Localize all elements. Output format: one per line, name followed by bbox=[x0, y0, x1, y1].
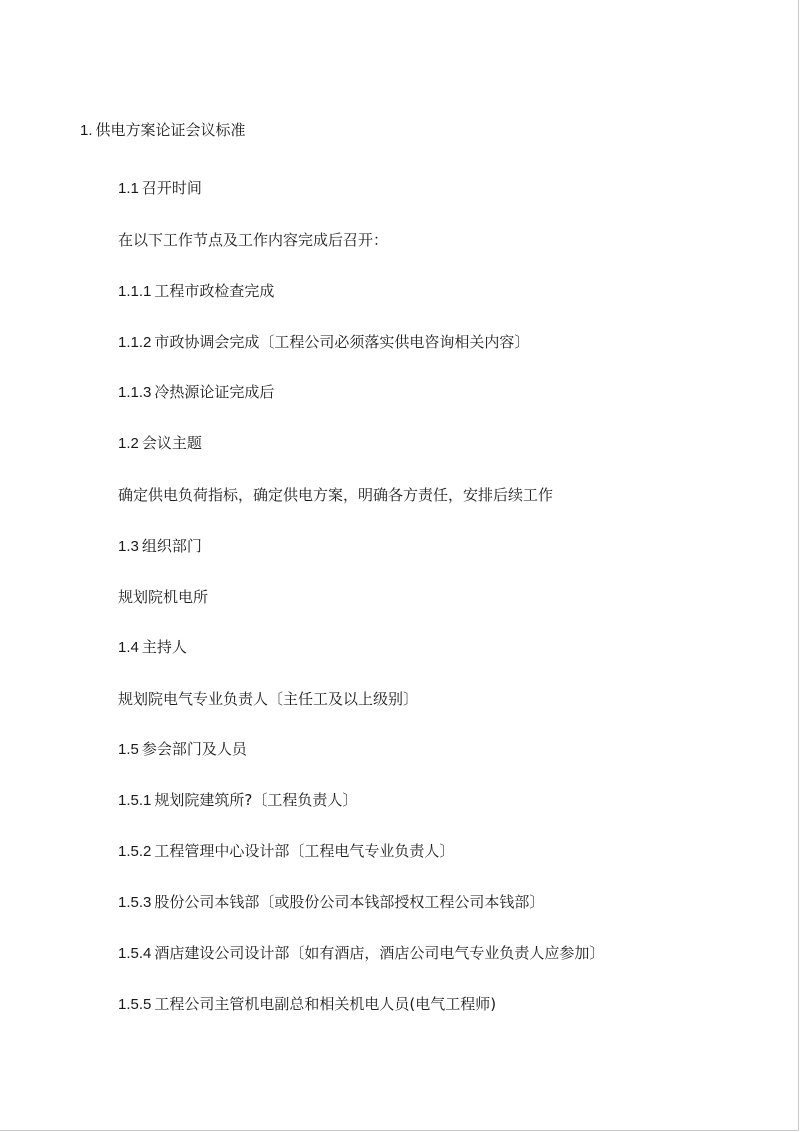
subsection-text: 冷热源论证完成后 bbox=[154, 383, 275, 401]
section-number: 1.4 bbox=[118, 639, 139, 656]
heading-number: 1. bbox=[80, 122, 93, 139]
paragraph-text: 确定供电负荷指标，确定供电方案，明确各方责任，安排后续工作 bbox=[118, 486, 554, 504]
section-heading bbox=[118, 433, 202, 454]
section-number: 1.1 bbox=[118, 180, 139, 197]
subsection-item bbox=[118, 790, 357, 811]
subsection-number: 1.5.3 bbox=[118, 894, 152, 911]
subsection-number: 1.5.5 bbox=[118, 996, 152, 1013]
paragraph bbox=[118, 230, 388, 250]
subsection-item bbox=[118, 841, 454, 862]
section-heading bbox=[118, 739, 247, 760]
subsection-text: 股份公司本钱部〔或股份公司本钱部授权工程公司本钱部〕 bbox=[154, 893, 545, 911]
section-number: 1.2 bbox=[118, 435, 139, 452]
subsection-item bbox=[118, 382, 274, 403]
subsection-number: 1.5.4 bbox=[118, 945, 152, 962]
section-text: 召开时间 bbox=[141, 179, 202, 197]
subsection-text: 工程市政检查完成 bbox=[154, 282, 275, 300]
paragraph-text: 在以下工作节点及工作内容完成后召开： bbox=[118, 231, 389, 249]
subsection-number: 1.1.2 bbox=[118, 334, 152, 351]
section-heading bbox=[118, 178, 202, 199]
subsection-item bbox=[118, 994, 496, 1015]
paragraph-text: 规划院电气专业负责人〔主任工及以上级别〕 bbox=[118, 690, 419, 708]
section-number: 1.3 bbox=[118, 538, 139, 555]
paragraph bbox=[118, 689, 418, 709]
subsection-number: 1.5.1 bbox=[118, 792, 152, 809]
subsection-text: 酒店建设公司设计部〔如有酒店，酒店公司电气专业负责人应参加〕 bbox=[154, 944, 605, 962]
paragraph-text: 规划院机电所 bbox=[118, 588, 209, 606]
subsection-text: 工程管理中心设计部〔工程电气专业负责人〕 bbox=[154, 842, 455, 860]
section-number: 1.5 bbox=[118, 741, 139, 758]
subsection-text: 工程公司主管机电副总和相关机电人员(电气工程师) bbox=[154, 995, 497, 1013]
subsection-text: 市政协调会完成〔工程公司必须落实供电咨询相关内容〕 bbox=[154, 333, 530, 351]
subsection-item bbox=[118, 281, 274, 302]
subsection-text: 规划院建筑所?〔工程负责人〕 bbox=[154, 791, 358, 809]
section-heading bbox=[118, 637, 187, 658]
subsection-item bbox=[118, 892, 544, 913]
section-text: 参会部门及人员 bbox=[141, 740, 247, 758]
subsection-item bbox=[118, 943, 604, 964]
subsection-number: 1.1.1 bbox=[118, 283, 152, 300]
section-text: 组织部门 bbox=[141, 537, 202, 555]
section-heading bbox=[118, 536, 202, 557]
section-text: 会议主题 bbox=[141, 434, 202, 452]
paragraph bbox=[118, 587, 208, 607]
heading-1 bbox=[80, 120, 246, 141]
subsection-number: 1.5.2 bbox=[118, 843, 152, 860]
subsection-item bbox=[118, 332, 529, 353]
paragraph bbox=[118, 485, 553, 505]
heading-text: 供电方案论证会议标准 bbox=[95, 121, 246, 139]
section-text: 主持人 bbox=[141, 638, 187, 656]
subsection-number: 1.1.3 bbox=[118, 384, 152, 401]
